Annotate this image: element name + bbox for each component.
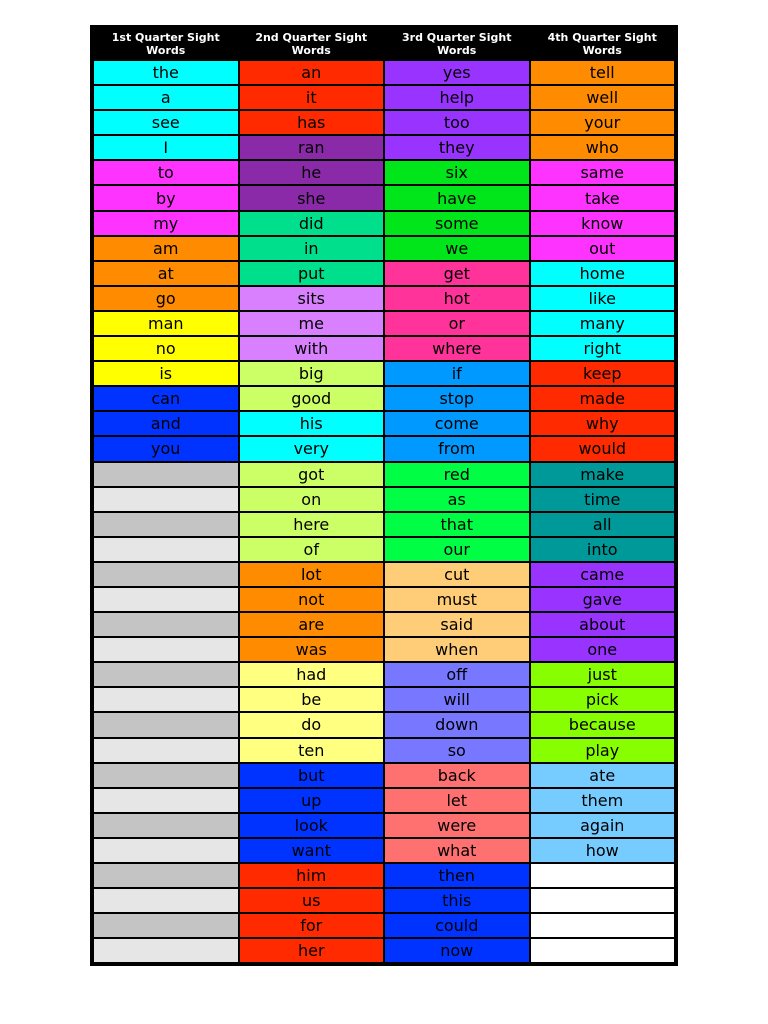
table-row — [94, 588, 674, 611]
word-cell: your — [531, 111, 675, 134]
word-cell — [94, 588, 238, 611]
word-cell: him — [240, 864, 384, 887]
word-cell: can — [94, 387, 238, 410]
word-cell: back — [385, 764, 529, 787]
word-cell: some — [385, 212, 529, 235]
table-row — [94, 61, 674, 84]
word-cell: hot — [385, 287, 529, 310]
word-cell: know — [531, 212, 675, 235]
word-cell: cut — [385, 563, 529, 586]
word-cell — [94, 739, 238, 762]
word-cell: now — [385, 939, 529, 962]
word-cell — [94, 663, 238, 686]
sight-words-table — [92, 27, 676, 964]
header-4th-quarter: 4th Quarter Sight Words — [531, 29, 675, 59]
word-cell: want — [240, 839, 384, 862]
word-cell: because — [531, 713, 675, 736]
sight-words-sheet — [90, 25, 678, 966]
word-cell: lot — [240, 563, 384, 586]
word-cell — [94, 563, 238, 586]
word-cell: just — [531, 663, 675, 686]
word-cell: them — [531, 789, 675, 812]
word-cell: yes — [385, 61, 529, 84]
word-cell: again — [531, 814, 675, 837]
word-cell: he — [240, 161, 384, 184]
table-row — [94, 237, 674, 260]
word-cell: right — [531, 337, 675, 360]
word-cell: you — [94, 437, 238, 460]
word-cell: must — [385, 588, 529, 611]
word-cell: come — [385, 412, 529, 435]
word-cell: all — [531, 513, 675, 536]
table-row — [94, 262, 674, 285]
word-cell: about — [531, 613, 675, 636]
word-cell: put — [240, 262, 384, 285]
word-cell: go — [94, 287, 238, 310]
table-row — [94, 839, 674, 862]
table-row — [94, 914, 674, 937]
word-cell: ten — [240, 739, 384, 762]
table-row — [94, 337, 674, 360]
word-cell: at — [94, 262, 238, 285]
word-cell — [94, 463, 238, 486]
word-cell: did — [240, 212, 384, 235]
word-cell: got — [240, 463, 384, 486]
word-cell: down — [385, 713, 529, 736]
word-cell: when — [385, 638, 529, 661]
table-row — [94, 463, 674, 486]
word-cell: man — [94, 312, 238, 335]
table-row — [94, 488, 674, 511]
word-cell: that — [385, 513, 529, 536]
table-row — [94, 111, 674, 134]
table-row — [94, 789, 674, 812]
word-cell: one — [531, 638, 675, 661]
word-cell: in — [240, 237, 384, 260]
word-cell: many — [531, 312, 675, 335]
word-cell: our — [385, 538, 529, 561]
word-cell — [94, 488, 238, 511]
word-cell: made — [531, 387, 675, 410]
word-rows — [94, 61, 674, 962]
header-3rd-quarter: 3rd Quarter Sight Words — [385, 29, 529, 59]
word-cell: said — [385, 613, 529, 636]
word-cell: then — [385, 864, 529, 887]
word-cell: was — [240, 638, 384, 661]
table-row — [94, 387, 674, 410]
table-row — [94, 287, 674, 310]
word-cell — [94, 538, 238, 561]
word-cell: red — [385, 463, 529, 486]
word-cell: or — [385, 312, 529, 335]
word-cell: my — [94, 212, 238, 235]
word-cell — [94, 513, 238, 536]
word-cell — [94, 814, 238, 837]
word-cell: same — [531, 161, 675, 184]
table-row — [94, 688, 674, 711]
word-cell: to — [94, 161, 238, 184]
word-cell: be — [240, 688, 384, 711]
table-row — [94, 362, 674, 385]
word-cell: good — [240, 387, 384, 410]
word-cell: play — [531, 739, 675, 762]
word-cell: why — [531, 412, 675, 435]
word-cell: the — [94, 61, 238, 84]
word-cell: time — [531, 488, 675, 511]
header-2nd-quarter: 2nd Quarter Sight Words — [240, 29, 384, 59]
table-row — [94, 563, 674, 586]
word-cell: no — [94, 337, 238, 360]
word-cell: out — [531, 237, 675, 260]
word-cell: who — [531, 136, 675, 159]
word-cell: so — [385, 739, 529, 762]
word-cell: his — [240, 412, 384, 435]
word-cell — [94, 864, 238, 887]
word-cell: ate — [531, 764, 675, 787]
word-cell — [94, 789, 238, 812]
table-row — [94, 312, 674, 335]
word-cell: home — [531, 262, 675, 285]
word-cell: could — [385, 914, 529, 937]
table-row — [94, 739, 674, 762]
word-cell: this — [385, 889, 529, 912]
word-cell: on — [240, 488, 384, 511]
word-cell — [94, 939, 238, 962]
word-cell: well — [531, 86, 675, 109]
word-cell: let — [385, 789, 529, 812]
word-cell — [94, 638, 238, 661]
word-cell: ran — [240, 136, 384, 159]
table-row — [94, 814, 674, 837]
word-cell: it — [240, 86, 384, 109]
table-row — [94, 186, 674, 209]
word-cell: as — [385, 488, 529, 511]
word-cell: are — [240, 613, 384, 636]
word-cell: get — [385, 262, 529, 285]
word-cell: from — [385, 437, 529, 460]
word-cell: how — [531, 839, 675, 862]
table-row — [94, 764, 674, 787]
word-cell — [531, 914, 675, 937]
table-row — [94, 86, 674, 109]
word-cell — [94, 688, 238, 711]
word-cell: am — [94, 237, 238, 260]
word-cell: what — [385, 839, 529, 862]
word-cell: have — [385, 186, 529, 209]
word-cell: like — [531, 287, 675, 310]
table-row — [94, 136, 674, 159]
table-row — [94, 939, 674, 962]
word-cell: keep — [531, 362, 675, 385]
header-row — [94, 29, 674, 59]
word-cell: is — [94, 362, 238, 385]
table-row — [94, 889, 674, 912]
header-1st-quarter: 1st Quarter Sight Words — [94, 29, 238, 59]
word-cell: we — [385, 237, 529, 260]
table-row — [94, 538, 674, 561]
word-cell: for — [240, 914, 384, 937]
word-cell: very — [240, 437, 384, 460]
table-row — [94, 713, 674, 736]
word-cell — [94, 839, 238, 862]
word-cell: but — [240, 764, 384, 787]
word-cell: a — [94, 86, 238, 109]
table-row — [94, 638, 674, 661]
word-cell: I — [94, 136, 238, 159]
word-cell — [94, 914, 238, 937]
word-cell — [94, 613, 238, 636]
word-cell: gave — [531, 588, 675, 611]
word-cell: will — [385, 688, 529, 711]
word-cell: and — [94, 412, 238, 435]
word-cell: they — [385, 136, 529, 159]
word-cell — [531, 889, 675, 912]
table-row — [94, 212, 674, 235]
word-cell: sits — [240, 287, 384, 310]
word-cell: here — [240, 513, 384, 536]
word-cell: look — [240, 814, 384, 837]
word-cell: me — [240, 312, 384, 335]
word-cell: where — [385, 337, 529, 360]
word-cell — [531, 864, 675, 887]
word-cell: help — [385, 86, 529, 109]
word-cell: came — [531, 563, 675, 586]
word-cell: do — [240, 713, 384, 736]
word-cell: take — [531, 186, 675, 209]
word-cell — [94, 764, 238, 787]
word-cell: see — [94, 111, 238, 134]
table-row — [94, 663, 674, 686]
word-cell: stop — [385, 387, 529, 410]
word-cell: by — [94, 186, 238, 209]
word-cell: big — [240, 362, 384, 385]
word-cell: pick — [531, 688, 675, 711]
word-cell: would — [531, 437, 675, 460]
word-cell: us — [240, 889, 384, 912]
table-row — [94, 513, 674, 536]
word-cell: she — [240, 186, 384, 209]
word-cell — [94, 713, 238, 736]
table-row — [94, 412, 674, 435]
word-cell: if — [385, 362, 529, 385]
word-cell — [531, 939, 675, 962]
word-cell: an — [240, 61, 384, 84]
word-cell: into — [531, 538, 675, 561]
table-row — [94, 864, 674, 887]
word-cell: not — [240, 588, 384, 611]
word-cell: too — [385, 111, 529, 134]
word-cell: up — [240, 789, 384, 812]
word-cell: make — [531, 463, 675, 486]
table-row — [94, 613, 674, 636]
word-cell: has — [240, 111, 384, 134]
word-cell: with — [240, 337, 384, 360]
word-cell: tell — [531, 61, 675, 84]
table-row — [94, 437, 674, 460]
word-cell: of — [240, 538, 384, 561]
word-cell — [94, 889, 238, 912]
word-cell: off — [385, 663, 529, 686]
word-cell: her — [240, 939, 384, 962]
table-row — [94, 161, 674, 184]
word-cell: were — [385, 814, 529, 837]
word-cell: six — [385, 161, 529, 184]
word-cell: had — [240, 663, 384, 686]
